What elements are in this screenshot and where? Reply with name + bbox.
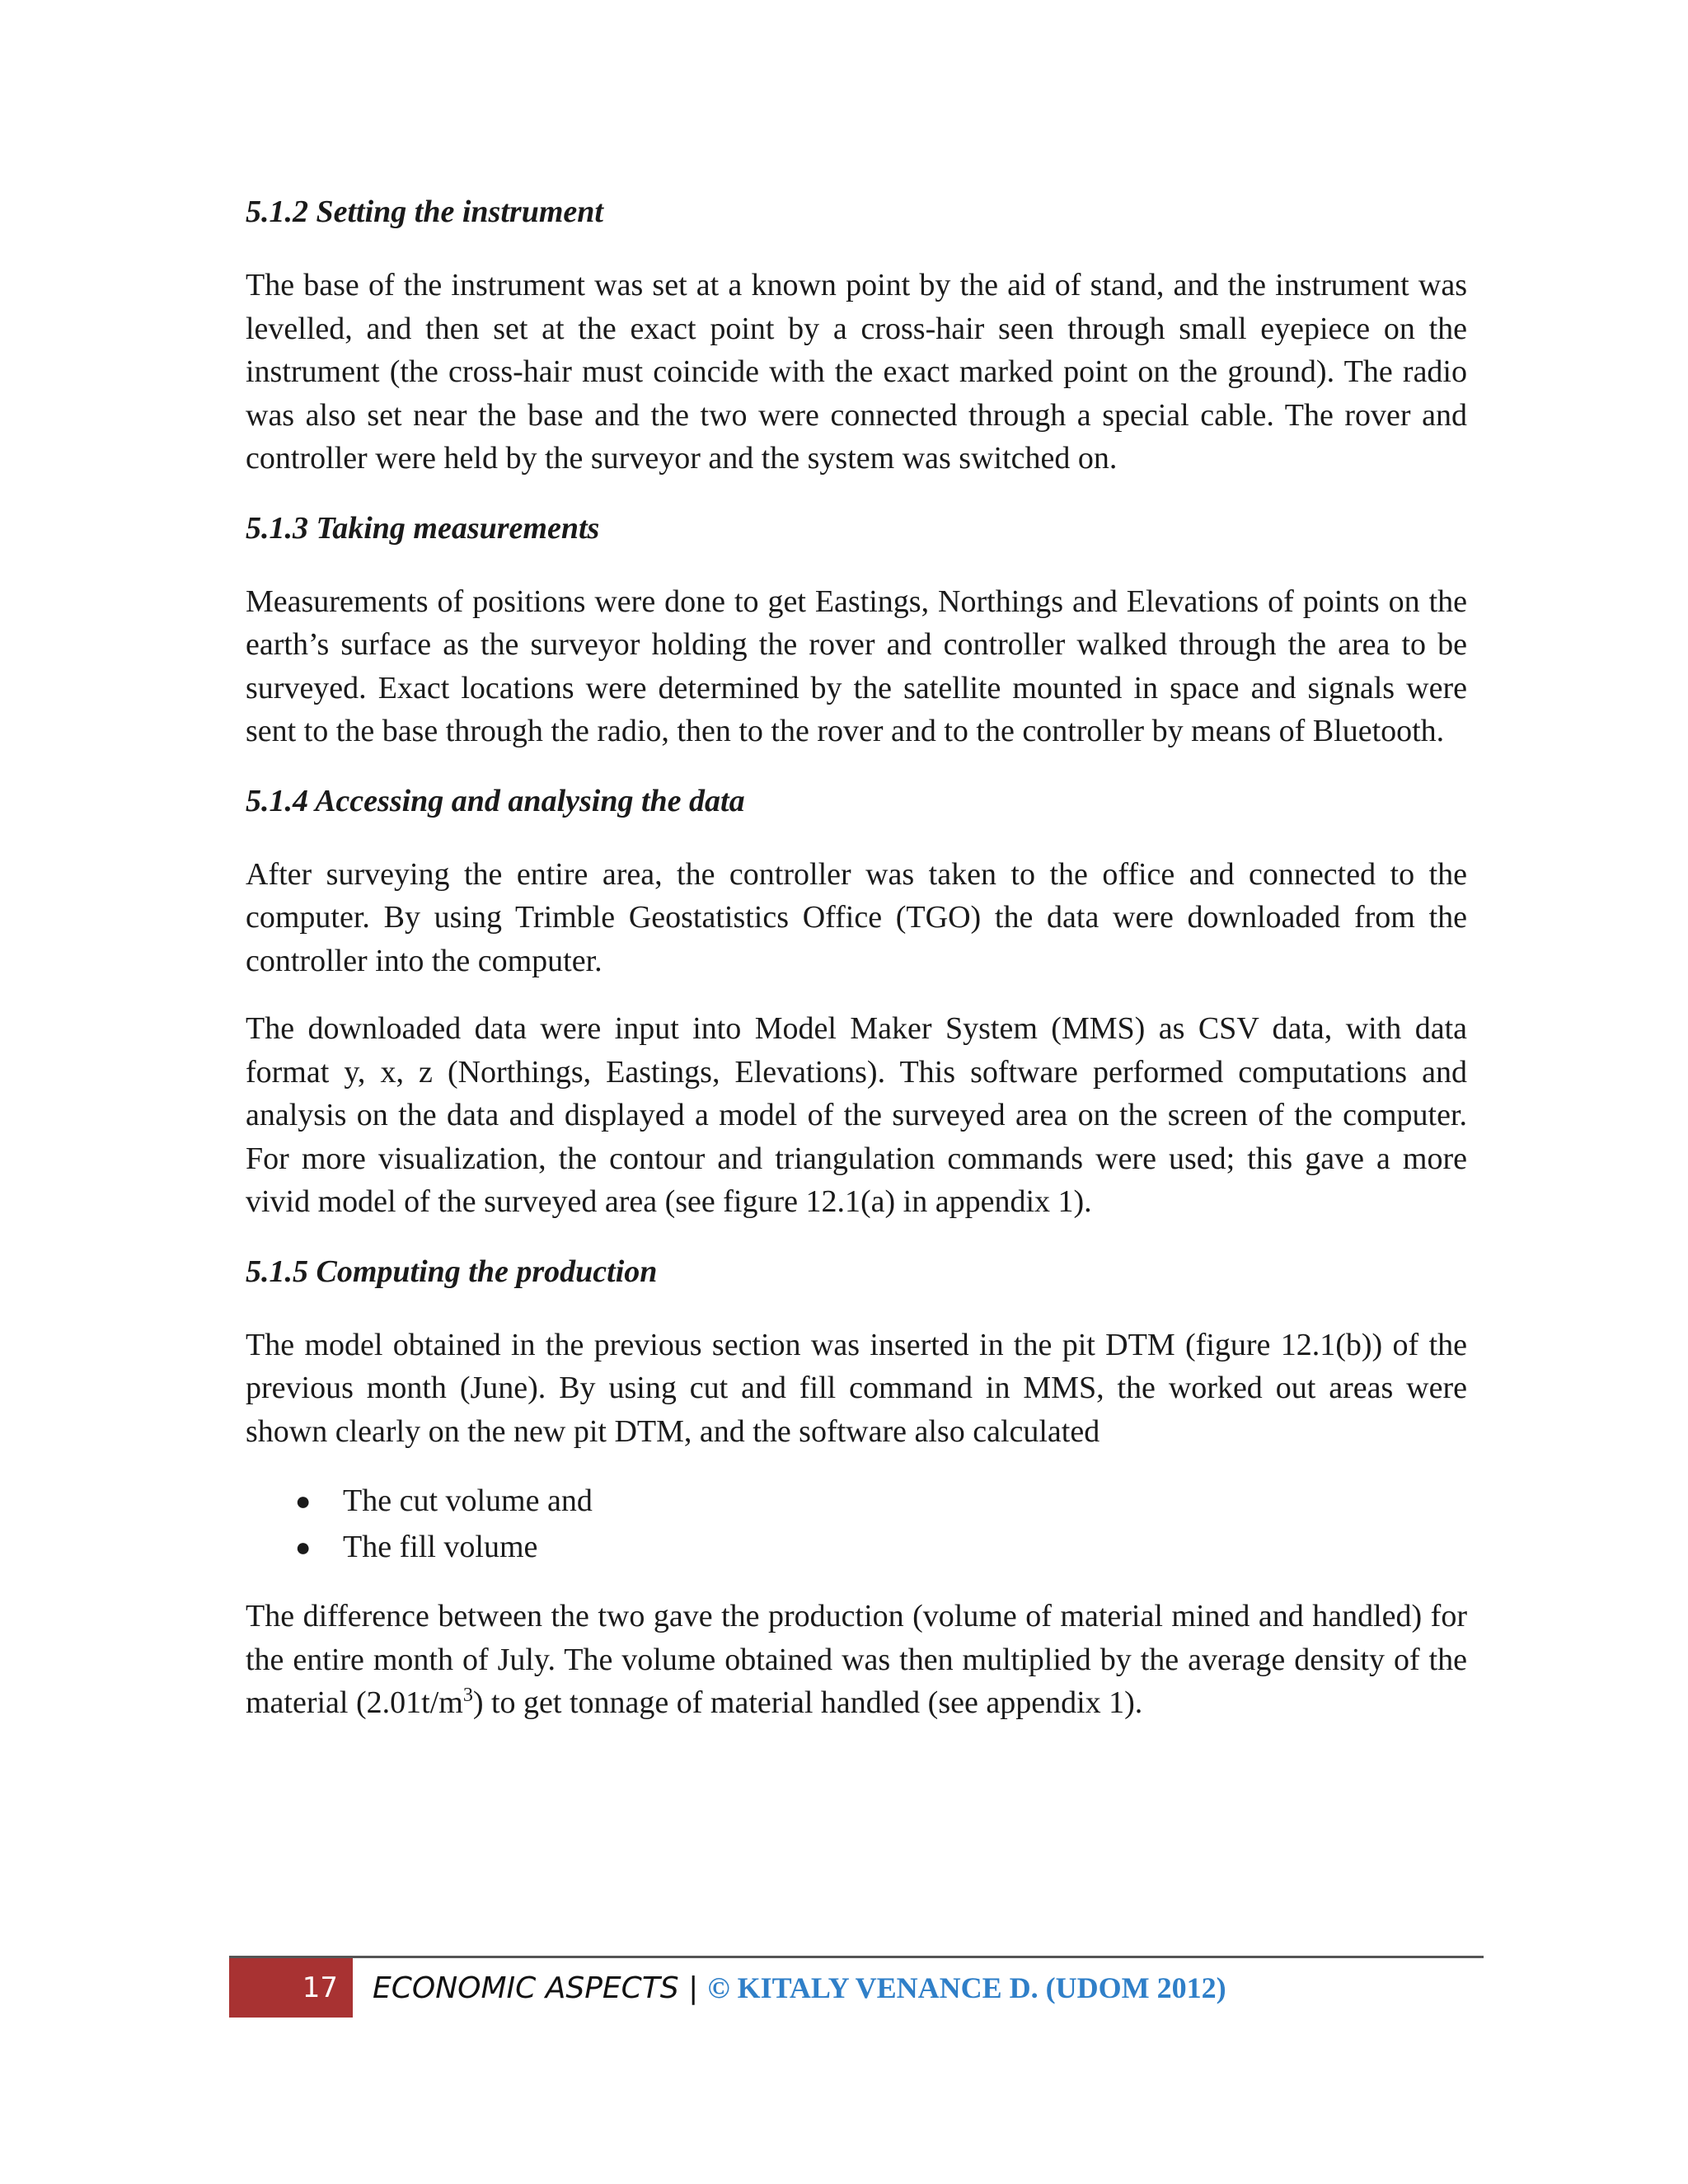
footer-rule xyxy=(229,1956,1484,1958)
volume-bullet-list xyxy=(246,1478,1467,1570)
section-heading-5-1-2: 5.1.2 Setting the instrument xyxy=(246,194,603,229)
list-item xyxy=(246,1524,1467,1570)
list-item xyxy=(246,1478,1467,1524)
section-paragraph-5-1-4-a: After surveying the entire area, the controller was taken to the office and connected to the computer. By using Trimble Geostatistics Office (TGO) the data were downloaded from the controller into the computer. xyxy=(246,856,1467,978)
paragraph-text-before: The difference between the two gave the production (volume of material mined and handled) for the entire month of July. The volume obtained was then multiplied by the average density of the material (2.01t/m xyxy=(246,1599,1467,1720)
footer-title: ECONOMIC ASPECTS xyxy=(373,1971,679,2005)
section-paragraph-5-1-5-b xyxy=(246,1595,1467,1725)
paragraph-text-after: ) to get tonnage of material handled (see appendix 1). xyxy=(472,1685,1143,1720)
section-heading-5-1-3: 5.1.3 Taking measurements xyxy=(246,510,600,546)
section-paragraph-5-1-4-b: The downloaded data were input into Model Maker System (MMS) as CSV data, with data format y, x, z (Northings, Eastings, Elevations). This software performed computations and analysis on the data and displayed a model of the surveyed area on the screen of the computer. For more visualization, the contour and triangulation commands were used; this gave a more vivid model of the surveyed area (see figure 12.1(a) in appendix 1). xyxy=(246,1011,1467,1219)
page-number: 17 xyxy=(302,1971,338,2004)
section-heading-5-1-5: 5.1.5 Computing the production xyxy=(246,1254,658,1289)
list-item-text: The fill volume xyxy=(343,1530,538,1564)
page-content xyxy=(246,191,1467,1725)
bullet-icon: ● xyxy=(295,1486,312,1516)
footer-copyright: © KITALY VENANCE D. (UDOM 2012) xyxy=(707,1971,1226,2004)
footer xyxy=(373,1971,1226,2005)
list-item-text: The cut volume and xyxy=(343,1483,593,1518)
section-paragraph-5-1-3: Measurements of positions were done to get Eastings, Northings and Elevations of points on the earth’s surface as the surveyor holding the rover and controller walked through the area to be surveyed. Exact locations were determined by the satellite mounted in space and signals were sent to the base through the radio, then to the rover and to the controller by means of Bluetooth. xyxy=(246,583,1467,748)
footer-separator: | xyxy=(678,1971,708,2005)
section-paragraph-5-1-5-a: The model obtained in the previous section was inserted in the pit DTM (figure 12.1(b)) of the previous month (June). By using cut and fill command in MMS, the worked out areas were shown clearly on the new pit DTM, and the software also calculated xyxy=(246,1327,1467,1449)
section-paragraph-5-1-2: The base of the instrument was set at a known point by the aid of stand, and the instrument was levelled, and then set at the exact point by a cross-hair seen through small eyepiece on the instrument (the cross-hair must coincide with the exact marked point on the ground). The radio was also set near the base and the two were connected through a special cable. The rover and controller were held by the surveyor and the system was switched on. xyxy=(246,268,1467,476)
bullet-icon: ● xyxy=(295,1532,312,1562)
page-number-box xyxy=(229,1958,353,2018)
section-heading-5-1-4: 5.1.4 Accessing and analysing the data xyxy=(246,783,745,818)
superscript-exponent: 3 xyxy=(462,1685,473,1706)
